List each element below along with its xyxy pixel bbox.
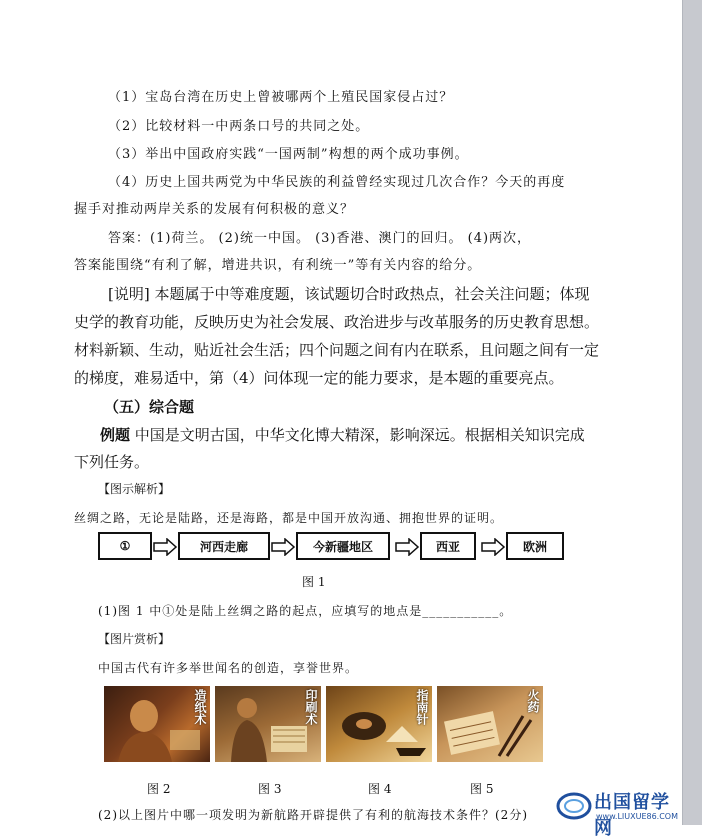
example-line-2: 下列任务。 bbox=[74, 453, 150, 471]
figure-2-caption: 图 2 bbox=[147, 782, 171, 796]
flow-box-west-asia: 西亚 bbox=[420, 532, 476, 560]
example-text: 中国是文明古国，中华文化博大精深，影响深远。根据相关知识完成 bbox=[130, 426, 585, 444]
gunpowder-tag: 火药 bbox=[526, 689, 540, 713]
invention-photos bbox=[104, 686, 544, 764]
papermaking-tag: 造纸术 bbox=[193, 689, 207, 725]
explanation-line-3: 材料新颖、生动，贴近社会生活；四个问题之间有内在联系，且问题之间有一定 bbox=[74, 341, 600, 359]
flow-box-europe: 欧洲 bbox=[506, 532, 564, 560]
example-line-1 bbox=[100, 424, 585, 445]
flow-box-start: ① bbox=[98, 532, 152, 560]
figure-analysis-title: 【图示解析】 bbox=[98, 482, 171, 496]
question-2: （2）比较材料一中两条口号的共同之处。 bbox=[108, 119, 370, 134]
answer-line-2: 答案能围绕“有利了解，增进共识，有利统一”等有关内容的给分。 bbox=[74, 258, 482, 273]
arrow-icon bbox=[271, 538, 295, 556]
printing-tag: 印刷术 bbox=[304, 689, 318, 725]
question-1: （1）宝岛台湾在历史上曾被哪两个上殖民国家侵占过？ bbox=[108, 90, 454, 105]
picture-appreciation-title: 【图片赏析】 bbox=[98, 632, 171, 646]
arrow-icon bbox=[153, 538, 177, 556]
figure-4-caption: 图 4 bbox=[368, 782, 392, 796]
figure-3-caption: 图 3 bbox=[258, 782, 282, 796]
watermark-url: www.LIUXUE86.COM bbox=[596, 812, 679, 821]
explanation-line-1: [说明] 本题属于中等难度题，该试题切合时政热点，社会关注问题；体现 bbox=[108, 285, 590, 303]
compass-tag: 指南针 bbox=[415, 689, 429, 725]
question-4-line-2: 握手对推动两岸关系的发展有何积极的意义？ bbox=[74, 202, 355, 217]
arrow-icon bbox=[481, 538, 505, 556]
question-figure-1: (1)图 1 中①处是陆上丝绸之路的起点，应填写的地点是___________。 bbox=[98, 604, 513, 618]
picture-appreciation-intro: 中国古代有许多举世闻名的创造，享誉世界。 bbox=[98, 661, 359, 675]
printing-photo bbox=[215, 686, 321, 762]
compass-photo bbox=[326, 686, 432, 762]
watermark-logo bbox=[556, 784, 682, 839]
vertical-scrollbar[interactable] bbox=[682, 0, 702, 825]
watermark-name: 出国留学网 bbox=[594, 792, 670, 839]
answer-line-1: 答案：(1)荷兰。 (2)统一中国。 (3)香港、澳门的回归。 (4)两次， bbox=[108, 231, 532, 246]
explanation-line-2: 史学的教育功能，反映历史为社会发展、政治进步与改革服务的历史教育思想。 bbox=[74, 313, 600, 331]
example-label: 例题 bbox=[100, 426, 131, 444]
papermaking-photo bbox=[104, 686, 210, 762]
question-3: （3）举出中国政府实践“一国两制”构想的两个成功事例。 bbox=[108, 147, 469, 162]
gunpowder-photo bbox=[437, 686, 543, 762]
flow-box-hexi: 河西走廊 bbox=[178, 532, 270, 560]
figure-1-caption: 图 1 bbox=[302, 575, 326, 589]
section-heading: （五）综合题 bbox=[104, 398, 195, 416]
question-inventions: (2)以上图片中哪一项发明为新航路开辟提供了有利的航海技术条件？(2分) bbox=[98, 808, 528, 822]
figure-5-caption: 图 5 bbox=[470, 782, 494, 796]
flow-box-xinjiang: 今新疆地区 bbox=[296, 532, 390, 560]
question-4-line-1: （4）历史上国共两党为中华民族的利益曾经实现过几次合作？今天的再度 bbox=[108, 175, 566, 190]
explanation-line-4: 的梯度，难易适中，第（4）问体现一定的能力要求，是本题的重要亮点。 bbox=[74, 369, 564, 387]
figure-analysis-intro: 丝绸之路，无论是陆路，还是海路，都是中国开放沟通、拥抱世界的证明。 bbox=[74, 511, 504, 525]
silk-road-flowchart bbox=[98, 532, 568, 564]
arrow-icon bbox=[395, 538, 419, 556]
